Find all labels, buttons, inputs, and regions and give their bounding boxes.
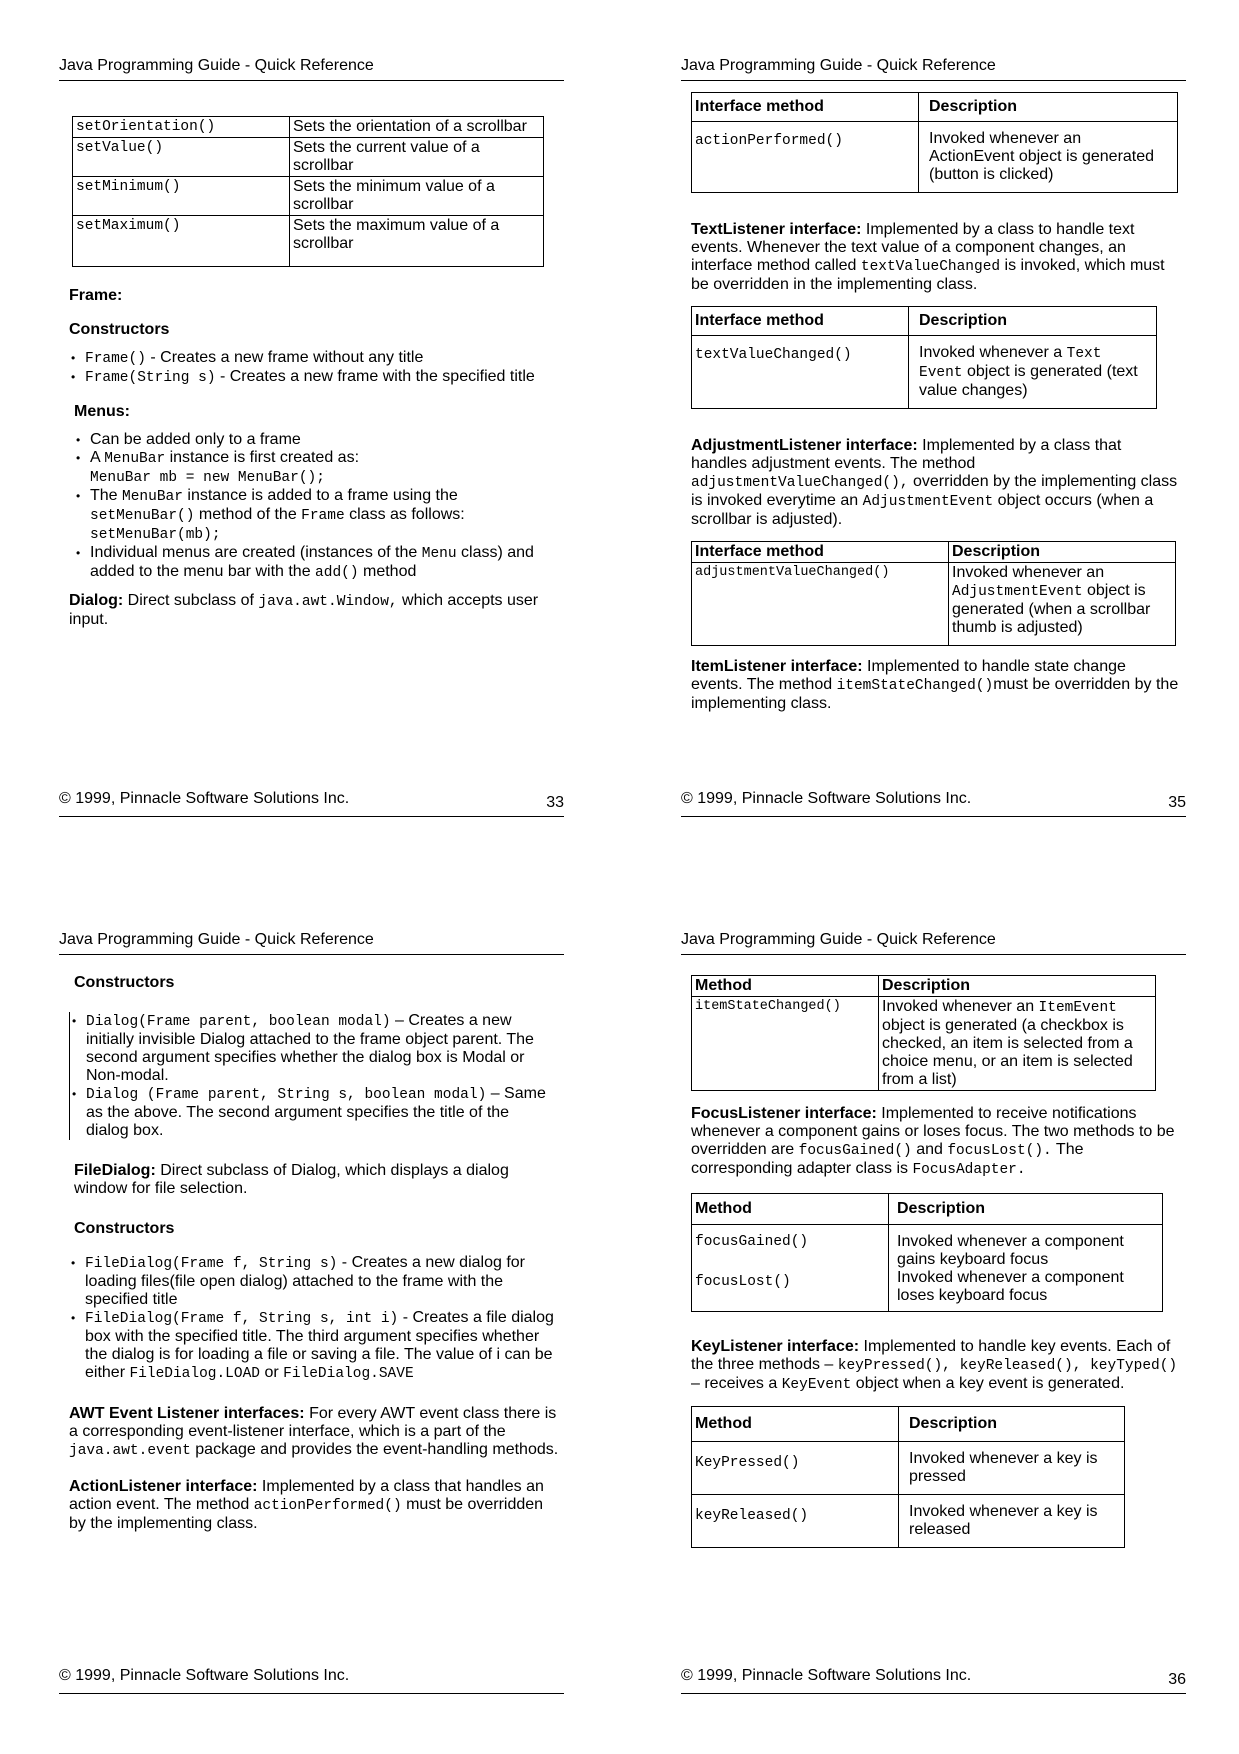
method-cell: itemStateChanged(): [692, 997, 879, 1091]
page-36: [681, 930, 1186, 1730]
code: Frame(String s): [85, 370, 216, 386]
text: must be overridden by the implementing class.: [691, 676, 1179, 712]
page-header: [59, 56, 564, 81]
adjustment-interface-table: [691, 541, 1176, 646]
text: Invoked whenever an: [882, 998, 1039, 1015]
code: setMenuBar(): [90, 508, 195, 524]
code: AdjustmentEvent: [952, 584, 1083, 600]
table-row: [692, 1225, 1163, 1312]
code: java.awt.event: [69, 1443, 191, 1459]
text: Can be added only to a frame: [90, 431, 301, 448]
list-item: [69, 1254, 559, 1309]
method-cell: setValue(): [73, 138, 290, 177]
desc-cell: [879, 997, 1156, 1091]
text: instance is first created as:: [165, 449, 360, 466]
code: textValueChanged: [860, 259, 1001, 275]
page-number: 33: [546, 794, 564, 811]
text: or: [260, 1364, 284, 1381]
code: FileDialog(Frame f, String s, int i): [85, 1311, 399, 1327]
header-cell: Description: [949, 542, 1176, 563]
constructors-heading: Constructors: [74, 1220, 175, 1237]
copyright: © 1999, Pinnacle Software Solutions Inc.: [59, 790, 350, 807]
code: Frame(): [85, 351, 146, 367]
page-number: 36: [1168, 1671, 1186, 1688]
list-item: [69, 1309, 559, 1383]
code: FocusAdapter.: [912, 1162, 1026, 1178]
page-footer: [59, 790, 564, 817]
desc-cell: Invoked whenever an ActionEvent object is generated (button is clicked): [919, 122, 1178, 193]
copyright: © 1999, Pinnacle Software Solutions Inc.: [681, 790, 972, 807]
code: FileDialog.LOAD: [129, 1366, 260, 1382]
table-row: [692, 122, 1178, 193]
method-cell: keyReleased(): [692, 1495, 899, 1548]
desc-text: Invoked whenever a component loses keyboard focus: [897, 1269, 1124, 1304]
text: method: [358, 563, 417, 580]
code: focusGained(): [798, 1143, 912, 1159]
desc-cell: [949, 563, 1176, 646]
text: – Creates a new initially invisible Dialog attached to the frame object parent. The second argument specifies whether the dialog box is Modal or Non-modal.: [86, 1012, 534, 1084]
label: KeyListener interface:: [691, 1338, 860, 1355]
code: java.awt.Window,: [258, 594, 398, 610]
copyright: © 1999, Pinnacle Software Solutions Inc.: [59, 1667, 350, 1684]
code: add(): [315, 565, 359, 581]
text: object when a key event is generated.: [851, 1375, 1125, 1392]
code: Menu: [421, 546, 457, 562]
adjustmentlistener-paragraph: [691, 437, 1181, 529]
list-item: [74, 487, 559, 544]
code: Dialog (Frame parent, String s, boolean modal): [86, 1087, 487, 1103]
menus-heading: Menus:: [74, 403, 130, 420]
filedialog-constructors-list: [69, 1254, 559, 1383]
code: setMenuBar(mb);: [90, 527, 221, 543]
method-name: focusGained(): [695, 1234, 809, 1250]
desc-cell: Invoked whenever a key is released: [899, 1495, 1125, 1548]
method-cell: textValueChanged(): [692, 336, 909, 409]
page-35: [681, 56, 1186, 856]
list-item: [69, 368, 559, 387]
method-cell: setMaximum(): [73, 216, 290, 267]
text: class as follows:: [344, 506, 465, 523]
desc-cell: [889, 1225, 1163, 1312]
method-cell: adjustmentValueChanged(): [692, 563, 949, 646]
page-footer: [59, 1667, 564, 1694]
code: KeyEvent: [781, 1377, 852, 1393]
text: – Same as the above. The second argument specifies the title of the dialog box.: [86, 1085, 546, 1139]
list-item: [74, 431, 559, 449]
page-34: [59, 930, 564, 1730]
page-content: [691, 92, 1181, 713]
code: Frame: [301, 508, 345, 524]
text: Implemented to receive notifications whenever a component gains or loses focus. The two methods to be overridden are: [691, 1105, 1175, 1158]
text: The: [90, 487, 123, 504]
textlistener-paragraph: [691, 221, 1181, 294]
label: AdjustmentListener interface:: [691, 437, 918, 454]
list-item: [70, 1012, 549, 1085]
itemlistener-paragraph: [691, 658, 1181, 713]
label: ItemListener interface:: [691, 658, 863, 675]
text: Implemented by a class to handle text events. Whenever the text value of a component changes, an interface method called: [691, 221, 1135, 274]
table-row: [692, 997, 1156, 1091]
label: Dialog:: [69, 592, 124, 609]
item-method-table: [691, 975, 1156, 1091]
table-row: [73, 138, 544, 177]
text: Implemented to handle state change events. The method: [691, 658, 1126, 693]
table-row: [692, 563, 1176, 646]
page-content: [69, 116, 559, 629]
text: Implemented to handle key events. Each of the three methods –: [691, 1338, 1171, 1373]
page-33: [59, 56, 564, 856]
text: The corresponding adapter class is: [691, 1141, 1084, 1177]
text: Invoked whenever an: [952, 564, 1105, 581]
list-item: [70, 1085, 549, 1140]
dialog-paragraph: [69, 592, 559, 629]
code: focusLost().: [947, 1143, 1052, 1159]
text: instance is added to a frame using the: [182, 487, 458, 504]
table-header-row: [692, 1194, 1163, 1225]
header-cell: Method: [692, 976, 879, 997]
header-cell: Method: [692, 1407, 899, 1442]
filedialog-paragraph: [74, 1162, 559, 1198]
text: Implemented by a class that handles adjustment events. The method: [691, 437, 1122, 472]
page-content: [69, 974, 559, 1533]
dialog-constructors-list: [69, 1012, 549, 1140]
header-title: Java Programming Guide - Quick Reference: [59, 931, 374, 948]
header-cell: Description: [899, 1407, 1125, 1442]
text: Direct subclass of Dialog, which displays a dialog window for file selection.: [74, 1162, 509, 1197]
code: MenuBar: [122, 489, 183, 505]
text: is invoked, which must be overridden in the implementing class.: [691, 257, 1165, 293]
text: Implemented by a class that handles an action event. The method: [69, 1478, 544, 1513]
text: and: [911, 1141, 948, 1158]
table-row: [73, 216, 544, 267]
page-footer: [681, 1667, 1186, 1694]
text: object is generated (when a scrollbar thumb is adjusted): [952, 582, 1151, 636]
constructors-heading: Constructors: [69, 321, 170, 338]
table-row: [692, 336, 1157, 409]
label: ActionListener interface:: [69, 1478, 258, 1495]
header-title: Java Programming Guide - Quick Reference: [59, 57, 374, 74]
text: A: [90, 449, 105, 466]
method-cell: setOrientation(): [73, 117, 290, 138]
code: Dialog(Frame parent, boolean modal): [86, 1014, 391, 1030]
table-row: [73, 117, 544, 138]
code: keyPressed(), keyReleased(), keyTyped(): [837, 1358, 1178, 1374]
header-cell: Interface method: [692, 307, 909, 336]
header-cell: Interface method: [692, 93, 919, 122]
menus-list: [74, 431, 559, 582]
page-header: [681, 930, 1186, 955]
code: FileDialog(Frame f, String s): [85, 1256, 338, 1272]
method-cell: KeyPressed(): [692, 1442, 899, 1495]
copyright: © 1999, Pinnacle Software Solutions Inc.: [681, 1667, 972, 1684]
header-cell: Description: [879, 976, 1156, 997]
table-header-row: [692, 307, 1157, 336]
keylistener-paragraph: [691, 1338, 1181, 1394]
header-title: Java Programming Guide - Quick Reference: [681, 57, 996, 74]
page-content: [691, 975, 1181, 1548]
text: - Creates a file dialog box with the specified title. The third argument specifies whether the dialog is for loading a file or saving a file. The value of i can be either: [85, 1309, 554, 1381]
code: actionPerformed(): [253, 1498, 402, 1514]
code: FileDialog.SAVE: [283, 1366, 414, 1382]
list-item: [69, 349, 559, 368]
text: must be overridden by the implementing class.: [69, 1496, 544, 1532]
desc-cell: Sets the orientation of a scrollbar: [290, 117, 544, 138]
text: method of the: [194, 506, 302, 523]
text: For every AWT event class there is a corresponding event-listener interface, which is a part of the: [69, 1405, 557, 1440]
text: - Creates a new frame with the specified title: [215, 368, 535, 385]
text: Direct subclass of: [123, 592, 259, 609]
page-number: 35: [1168, 794, 1186, 811]
desc-cell: Sets the maximum value of a scrollbar: [290, 216, 544, 267]
desc-cell: [909, 336, 1157, 409]
constructors-heading: Constructors: [74, 974, 175, 991]
table-header-row: [692, 976, 1156, 997]
text: class) and added to the menu bar with the: [90, 544, 534, 580]
label: AWT Event Listener interfaces:: [69, 1405, 305, 1422]
page-header: [681, 56, 1186, 81]
text: - Creates a new frame without any title: [145, 349, 424, 366]
text: object occurs (when a scrollbar is adjusted).: [691, 492, 1154, 528]
table-header-row: [692, 1407, 1125, 1442]
code: AdjustmentEvent: [862, 494, 994, 510]
text: – receives a: [691, 1375, 782, 1392]
method-cell: setMinimum(): [73, 177, 290, 216]
list-item: [74, 449, 559, 487]
header-cell: Description: [919, 93, 1178, 122]
awt-listener-paragraph: [69, 1405, 559, 1460]
method-cell: actionPerformed(): [692, 122, 919, 193]
text: which accepts user input.: [69, 592, 539, 628]
frame-constructors-list: [69, 349, 559, 387]
header-title: Java Programming Guide - Quick Reference: [681, 931, 996, 948]
page-footer: [681, 790, 1186, 817]
action-interface-table: [691, 92, 1178, 193]
focuslistener-paragraph: [691, 1105, 1181, 1179]
text: Invoked whenever a: [919, 344, 1067, 361]
code: MenuBar: [104, 451, 166, 467]
method-name: focusLost(): [695, 1274, 791, 1290]
code: MenuBar mb = new MenuBar();: [90, 470, 325, 486]
text: overridden by the implementing class is invoked everytime an: [691, 473, 1178, 509]
text: object is generated (text value changes): [919, 363, 1138, 399]
code: itemStateChanged(): [836, 678, 994, 694]
desc-cell: Sets the minimum value of a scrollbar: [290, 177, 544, 216]
code: Text Event: [919, 346, 1102, 381]
desc-cell: Sets the current value of a scrollbar: [290, 138, 544, 177]
header-cell: Description: [909, 307, 1157, 336]
code: adjustmentValueChanged(),: [691, 475, 909, 491]
text-interface-table: [691, 306, 1157, 409]
frame-heading: Frame:: [69, 287, 123, 304]
table-header-row: [692, 93, 1178, 122]
header-cell: Interface method: [692, 542, 949, 563]
scrollbar-methods-table: [72, 116, 544, 267]
label: FocusListener interface:: [691, 1105, 877, 1122]
table-row: [692, 1495, 1125, 1548]
desc-cell: Invoked whenever a key is pressed: [899, 1442, 1125, 1495]
list-item: [74, 544, 559, 582]
method-cell: [692, 1225, 889, 1312]
table-header-row: [692, 542, 1176, 563]
text: object is generated (a checkbox is checked, an item is selected from a choice menu, or an item is selected from a list): [882, 1017, 1133, 1088]
page-header: [59, 930, 564, 955]
focus-method-table: [691, 1193, 1163, 1312]
label: TextListener interface:: [691, 221, 862, 238]
text: Individual menus are created (instances of the: [90, 544, 422, 561]
text: package and provides the event-handling methods.: [190, 1441, 559, 1458]
label: FileDialog:: [74, 1162, 156, 1179]
actionlistener-paragraph: [69, 1478, 559, 1533]
table-row: [692, 1442, 1125, 1495]
text: - Creates a new dialog for loading files(file open dialog) attached to the frame with the specified title: [85, 1254, 525, 1308]
key-method-table: [691, 1406, 1125, 1548]
header-cell: Method: [692, 1194, 889, 1225]
desc-text: Invoked whenever a component gains keyboard focus: [897, 1233, 1124, 1268]
header-cell: Description: [889, 1194, 1163, 1225]
code: ItemEvent: [1038, 1000, 1117, 1016]
table-row: [73, 177, 544, 216]
